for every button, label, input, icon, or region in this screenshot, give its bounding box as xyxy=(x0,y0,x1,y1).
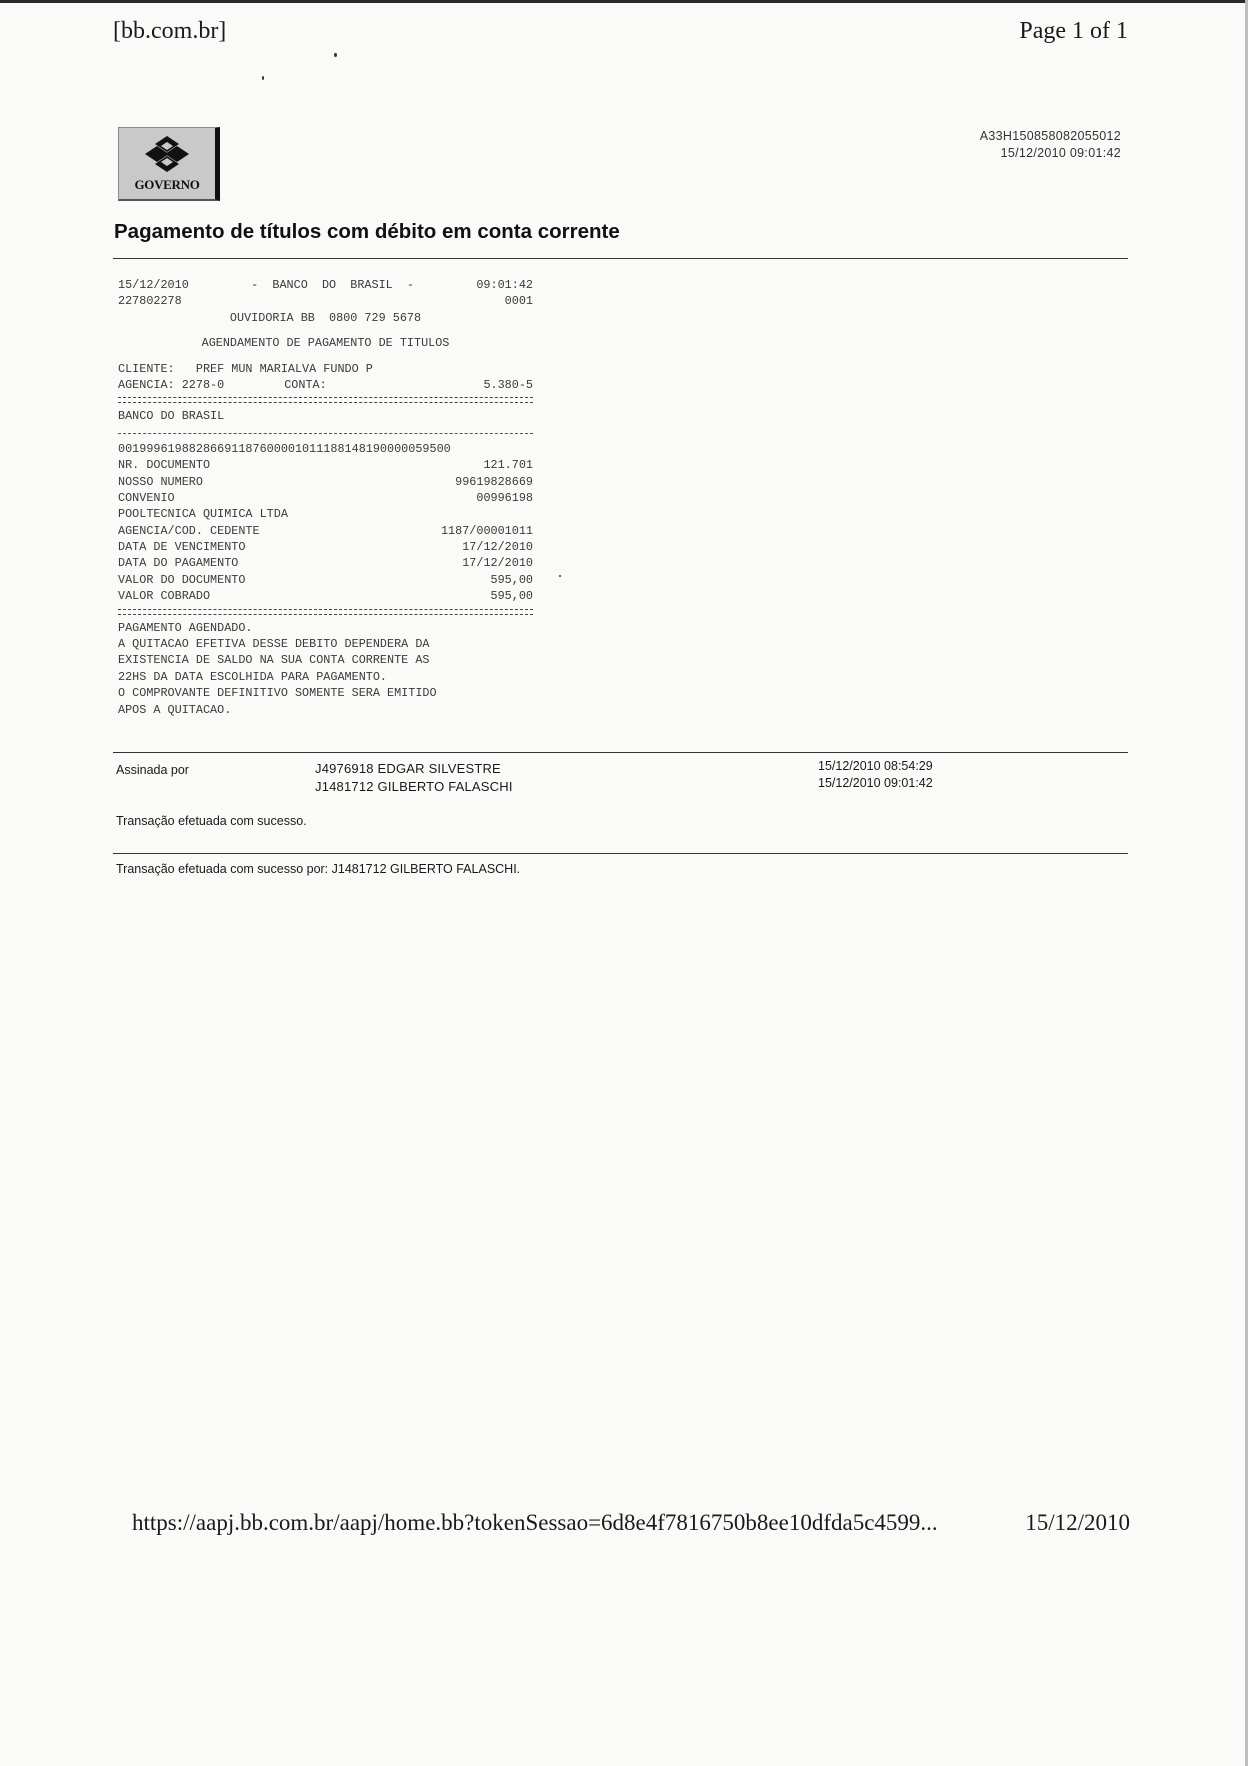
signers-list xyxy=(315,760,513,796)
browser-print-footer xyxy=(132,1510,1130,1536)
field-value: 595,00 xyxy=(490,589,533,604)
reference-code: A33H150858082055012 xyxy=(979,129,1121,143)
field-value: 17/12/2010 xyxy=(462,556,533,571)
page-url: https://aapj.bb.com.br/aapj/home.bb?tokenSessao=6d8e4f7816750b8ee10dfda5c4599... xyxy=(132,1510,938,1535)
receipt-note: A QUITACAO EFETIVA DESSE DEBITO DEPENDERA DA xyxy=(118,637,430,652)
receipt-agency: AGENCIA: 2278-0 xyxy=(118,377,225,392)
single-divider xyxy=(118,433,533,434)
field-value: 00996198 xyxy=(476,490,533,505)
receipt-terminal-line xyxy=(118,293,533,309)
receipt-header-line xyxy=(118,277,533,293)
scan-edge xyxy=(0,0,1248,3)
field-label: NOSSO NUMERO xyxy=(118,474,203,489)
receipt-barcode: 00199961988286691187600001011188148190000059500 xyxy=(118,441,451,456)
receipt-note: 22HS DA DATA ESCOLHIDA PARA PAGAMENTO. xyxy=(118,669,388,684)
field-value: 595,00 xyxy=(490,572,533,587)
site-label: [bb.com.br] xyxy=(113,18,227,44)
title-divider xyxy=(113,258,1128,259)
receipt-time: 09:01:42 xyxy=(476,278,533,292)
receipt-note: APOS A QUITACAO. xyxy=(118,702,232,717)
receipt-ombudsman: OUVIDORIA BB 0800 729 5678 xyxy=(229,310,422,325)
field-label: VALOR DO DOCUMENTO xyxy=(118,572,246,587)
scan-speck xyxy=(262,76,264,80)
receipt-terminal: 227802278 xyxy=(118,294,182,309)
receipt-note: PAGAMENTO AGENDADO. xyxy=(118,620,253,635)
success-message: Transação efetuada com sucesso. xyxy=(116,814,307,828)
field-value: 121.701 xyxy=(483,458,533,473)
signer: J4976918 EDGAR SILVESTRE xyxy=(315,761,501,776)
page-indicator: Page 1 of 1 xyxy=(1019,18,1128,44)
receipt-date: 15/12/2010 xyxy=(118,278,189,292)
field-value: 17/12/2010 xyxy=(462,540,533,555)
receipt-note: EXISTENCIA DE SALDO NA SUA CONTA CORRENTE AS xyxy=(118,653,430,668)
receipt-field xyxy=(118,555,533,571)
field-label: DATA DE VENCIMENTO xyxy=(118,540,246,555)
reference-datetime: 15/12/2010 09:01:42 xyxy=(1000,146,1121,160)
receipt-account-value: 5.380-5 xyxy=(483,377,533,392)
receipt-bank: - BANCO DO BRASIL - xyxy=(251,278,414,292)
receipt-sequence: 0001 xyxy=(504,294,533,309)
scan-speck xyxy=(559,575,561,577)
signature-time: 15/12/2010 08:54:29 xyxy=(818,759,933,773)
receipt-client: CLIENTE: PREF MUN MARIALVA FUNDO P xyxy=(118,361,373,376)
receipt-field xyxy=(118,457,533,473)
receipt-note: O COMPROVANTE DEFINITIVO SOMENTE SERA EMITIDO xyxy=(118,686,437,701)
receipt-beneficiary: POOLTECNICA QUIMICA LTDA xyxy=(118,507,288,522)
double-divider xyxy=(118,609,533,615)
receipt-account-label: CONTA: xyxy=(284,377,327,392)
scan-speck xyxy=(334,53,337,57)
reference-block xyxy=(980,128,1121,162)
browser-print-header xyxy=(113,18,1128,45)
receipt-field xyxy=(118,474,533,490)
print-date: 15/12/2010 xyxy=(1025,1510,1130,1535)
final-divider xyxy=(113,853,1128,854)
signed-by-label: Assinada por xyxy=(116,763,189,777)
receipt-operation: AGENDAMENTO DE PAGAMENTO DE TITULOS xyxy=(201,336,450,351)
receipt-field xyxy=(118,523,533,539)
logo-caption: GOVERNO xyxy=(134,177,200,192)
field-value: 99619828669 xyxy=(455,474,533,489)
signature-times xyxy=(818,758,933,792)
banco-do-brasil-logo-icon xyxy=(145,134,189,174)
receipt-field xyxy=(118,539,533,555)
payment-receipt xyxy=(118,277,533,718)
double-divider xyxy=(118,397,533,403)
field-label: AGENCIA/COD. CEDENTE xyxy=(118,523,260,538)
field-label: VALOR COBRADO xyxy=(118,589,211,604)
receipt-agency-account xyxy=(118,377,533,393)
signature-time: 15/12/2010 09:01:42 xyxy=(818,776,933,790)
page-title: Pagamento de títulos com débito em conta corrente xyxy=(114,220,620,243)
field-value: 1187/00001011 xyxy=(440,523,533,538)
final-status-message: Transação efetuada com sucesso por: J1481712 GILBERTO FALASCHI. xyxy=(116,862,521,876)
signer: J1481712 GILBERTO FALASCHI xyxy=(315,779,513,794)
receipt-field xyxy=(118,490,533,506)
field-label: CONVENIO xyxy=(118,490,175,505)
bank-logo xyxy=(118,127,220,201)
receipt-field xyxy=(118,572,533,588)
receipt-field xyxy=(118,588,533,604)
signature-divider xyxy=(113,752,1128,753)
field-label: NR. DOCUMENTO xyxy=(118,458,211,473)
receipt-bank-name: BANCO DO BRASIL xyxy=(118,409,225,424)
field-label: DATA DO PAGAMENTO xyxy=(118,556,239,571)
